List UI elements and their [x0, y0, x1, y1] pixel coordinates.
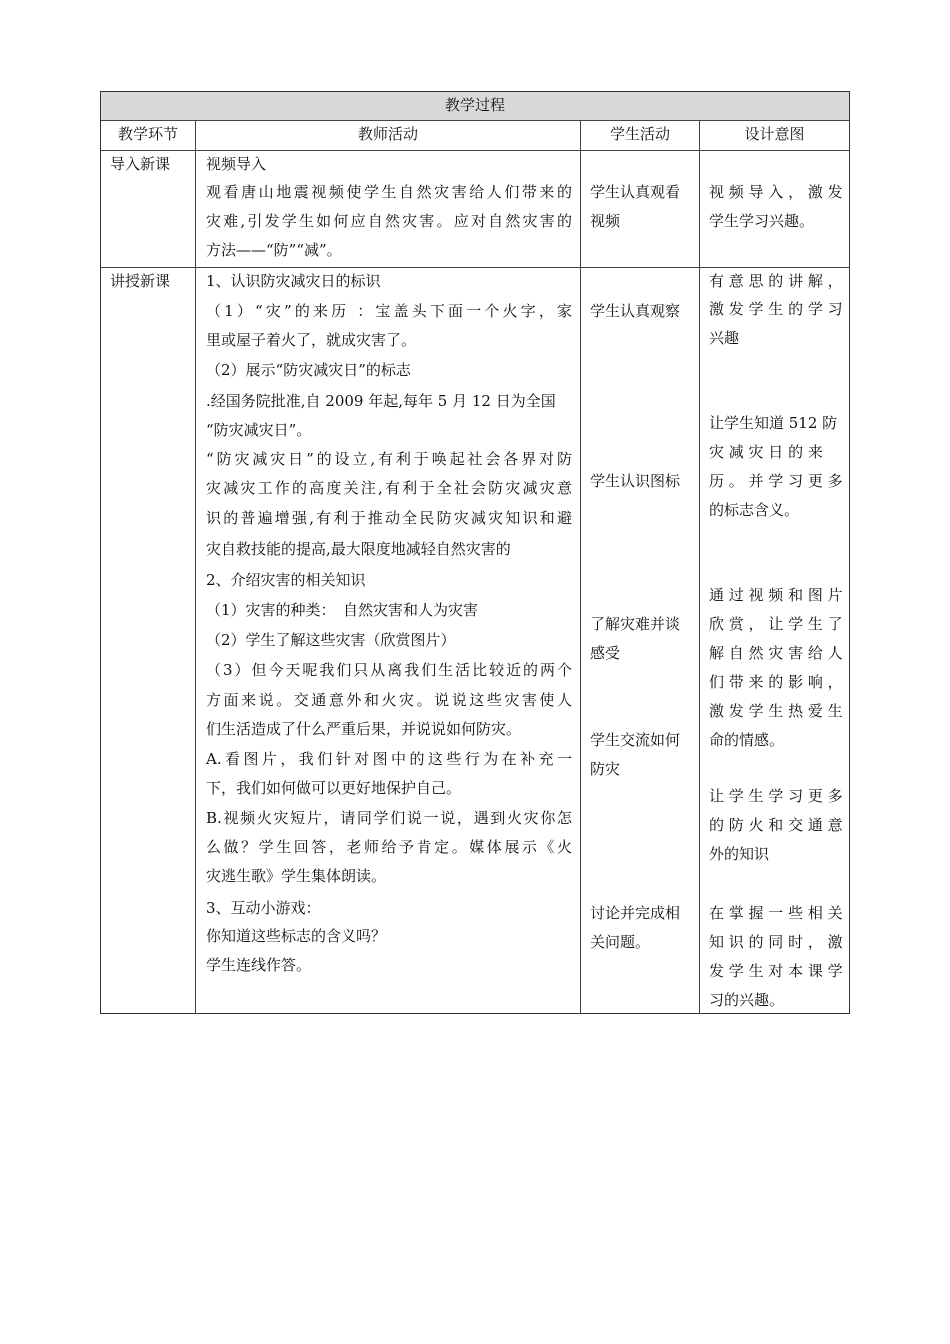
row1-student-line: 视频 [590, 212, 621, 230]
row2-intent-line: 习的兴趣。 [709, 991, 785, 1009]
row1-teacher-line: 视频导入 [206, 155, 267, 173]
row2-intent-line: 外的知识 [709, 845, 770, 863]
row2-teacher-line: （2）学生了解这些灾害（欣赏图片） [206, 631, 456, 649]
row2-intent-line: 的标志含义。 [709, 501, 800, 519]
row2-teacher-line: （1）“灾”的来历 ：宝盖头下面一个火字，家 [206, 302, 572, 320]
row2-teacher-line: 么做？学生回答，老师给予肯定。媒体展示《火 [206, 838, 572, 856]
row2-intent-line: 知 识 的 同 时 ， 激 [709, 933, 843, 951]
row2-intent-line: 发 学 生 对 本 课 学 [709, 962, 843, 980]
row2-intent-line: 欣 赏 ， 让 学 生 了 [709, 615, 843, 633]
row2-intent-line: 让学生知道 512 防 [709, 414, 838, 432]
rule-col1 [195, 120, 196, 1013]
row2-intent-line: 有 意 思 的 讲 解 ， [709, 272, 843, 290]
row2-intent-line: 的 防 火 和 交 通 意 [709, 816, 843, 834]
rule-col3 [699, 120, 700, 1013]
row2-intent-line: 解 自 然 灾 害 给 人 [709, 644, 843, 662]
row2-teacher-line: 2、介绍灾害的相关知识 [206, 571, 366, 589]
row2-intent-line: 让 学 生 学 习 更 多 [709, 787, 843, 805]
row2-intent-line: 灾 减 灾 日 的 来 [709, 443, 823, 461]
row2-stage: 讲授新课 [110, 272, 171, 290]
row2-teacher-line: （3）但今天呢我们只从离我们生活比较近的两个 [206, 661, 572, 679]
row2-teacher-line: A.看图片，我们针对图中的这些行为在补充一 [206, 750, 572, 768]
row1-student-line: 学生认真观看 [590, 183, 681, 201]
header-student: 学生活动 [609, 125, 670, 143]
row2-intent-line: 激 发 学 生 的 学 习 [709, 300, 843, 318]
header-intent: 设计意图 [744, 125, 805, 143]
row1-teacher-line: 灾难,引发学生如何应自然灾害。应对自然灾害的 [206, 212, 572, 230]
header-stage: 教学环节 [117, 125, 178, 143]
row2-student-line: 学生认识图标 [590, 472, 681, 490]
row1-teacher-line: 方法——“防”“减”。 [206, 241, 342, 259]
row2-teacher-line: 识的普遍增强,有利于推动全民防灾减灾知识和避 [206, 509, 572, 527]
row2-teacher-line: （2）展示“防灾减灾日”的标志 [206, 361, 411, 379]
row2-teacher-line: （1）灾害的种类： 自然灾害和人为灾害 [206, 601, 479, 619]
row1-stage: 导入新课 [110, 155, 171, 173]
rule-header [101, 150, 849, 151]
row2-teacher-line: 学生连线作答。 [206, 956, 312, 974]
row2-teacher-line: “防灾减灾日”。 [206, 421, 312, 439]
rule-col2 [580, 120, 581, 1013]
row2-teacher-line: 灾逃生歌》学生集体朗读。 [206, 867, 387, 885]
table-title: 教学过程 [444, 96, 505, 114]
row2-intent-line: 历 。 并 学 习 更 多 [709, 472, 843, 490]
row2-teacher-line: 你知道这些标志的含义吗？ [206, 927, 387, 945]
row2-teacher-line: .经国务院批准,自 2009 年起,每年 5 月 12 日为全国 [206, 392, 556, 410]
row2-teacher-line: 下，我们如何做可以更好地保护自己。 [206, 779, 462, 797]
teaching-process-table [100, 91, 850, 1014]
row2-teacher-line: “防灾减灾日”的设立,有利于唤起社会各界对防 [206, 450, 572, 468]
row2-teacher-line: 们生活造成了什么严重后果，并说说如何防灾。 [206, 720, 522, 738]
header-teacher: 教师活动 [357, 125, 418, 143]
row2-intent-line: 激 发 学 生 热 爱 生 [709, 702, 843, 720]
row1-teacher-line: 观看唐山地震视频使学生自然灾害给人们带来的 [206, 183, 572, 201]
row2-intent-line: 命的情感。 [709, 731, 785, 749]
row2-intent-line: 们 带 来 的 影 响 ， [709, 673, 843, 691]
row2-teacher-line: 方面来说。交通意外和火灾。说说这些灾害使人 [206, 691, 572, 709]
row2-student-line: 学生认真观察 [590, 302, 681, 320]
row2-teacher-line: B.视频火灾短片，请同学们说一说，遇到火灾你怎 [206, 809, 572, 827]
row2-teacher-line: 灾减灾工作的高度关注,有利于全社会防灾减灾意 [206, 479, 572, 497]
row2-student-line: 讨论并完成相 [590, 904, 681, 922]
row2-teacher-line: 灾自救技能的提高,最大限度地减轻自然灾害的 [206, 540, 511, 558]
row1-intent-line: 学生学习兴趣。 [709, 212, 815, 230]
row2-teacher-line: 里或屋子着火了，就成灾害了。 [206, 331, 417, 349]
row1-intent-line: 视 频 导 入 ， 激 发 [709, 183, 843, 201]
row2-teacher-line: 3、互动小游戏： [206, 899, 321, 917]
row2-student-line: 学生交流如何 [590, 731, 681, 749]
row2-intent-line: 兴趣 [709, 329, 740, 347]
row2-teacher-line: 1、认识防灾减灾日的标识 [206, 272, 381, 290]
row2-intent-line: 在 掌 握 一 些 相 关 [709, 904, 843, 922]
row2-student-line: 防灾 [590, 760, 621, 778]
rule-row1 [101, 267, 849, 268]
row2-student-line: 了解灾难并谈 [590, 615, 681, 633]
row2-student-line: 关问题。 [590, 933, 651, 951]
row2-student-line: 感受 [590, 644, 621, 662]
row2-intent-line: 通 过 视 频 和 图 片 [709, 586, 843, 604]
